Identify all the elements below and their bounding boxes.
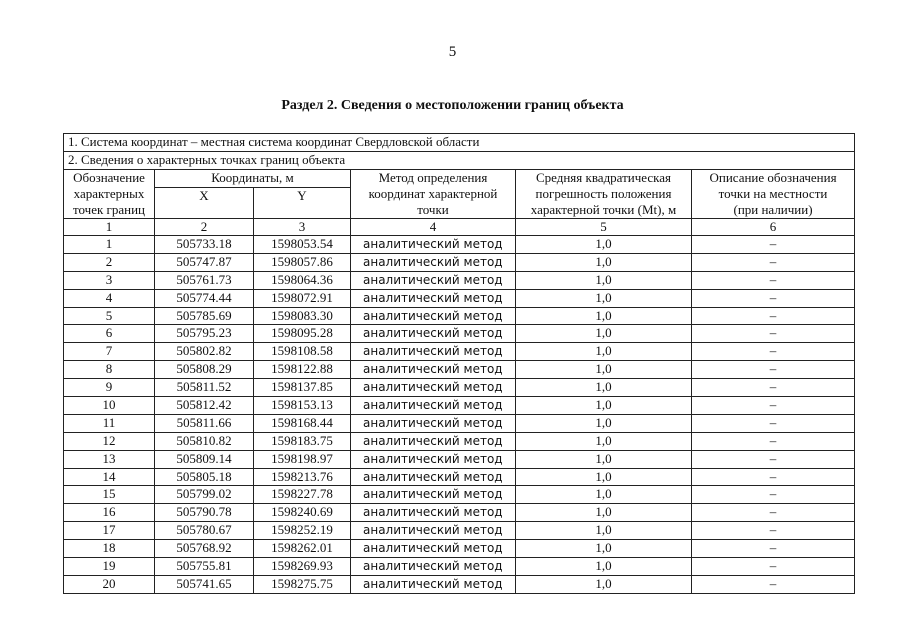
cell-y: 1598275.75: [254, 575, 351, 593]
cell-accuracy: 1,0: [516, 397, 692, 415]
cell-point: 8: [64, 361, 155, 379]
table-row: [64, 540, 855, 558]
cell-accuracy: 1,0: [516, 361, 692, 379]
table-body: [64, 134, 855, 594]
cell-description: –: [692, 236, 855, 254]
header-method: [351, 170, 516, 219]
section-title: Раздел 2. Сведения о местоположении границ объекта: [281, 98, 624, 113]
cell-method: аналитический метод: [351, 558, 516, 576]
cell-accuracy: 1,0: [516, 504, 692, 522]
cell-y: 1598072.91: [254, 289, 351, 307]
cell-description: –: [692, 289, 855, 307]
column-number-row: [64, 219, 855, 236]
cell-accuracy: 1,0: [516, 522, 692, 540]
cell-method: аналитический метод: [351, 343, 516, 361]
header-method-line3: точки: [417, 202, 449, 217]
cell-y: 1598064.36: [254, 271, 351, 289]
cell-point: 18: [64, 540, 155, 558]
cell-y: 1598095.28: [254, 325, 351, 343]
cell-y: 1598137.85: [254, 379, 351, 397]
cell-description: –: [692, 522, 855, 540]
points-info-row: [64, 152, 855, 170]
cell-y: 1598213.76: [254, 468, 351, 486]
cell-x: 505799.02: [155, 486, 254, 504]
coordinate-system-line: 1. Система координат – местная система координат Свердловской области: [64, 134, 855, 152]
cell-point: 12: [64, 432, 155, 450]
cell-method: аналитический метод: [351, 307, 516, 325]
cell-accuracy: 1,0: [516, 486, 692, 504]
cell-description: –: [692, 307, 855, 325]
cell-accuracy: 1,0: [516, 236, 692, 254]
cell-x: 505809.14: [155, 450, 254, 468]
column-number: 4: [351, 219, 516, 236]
cell-x: 505768.92: [155, 540, 254, 558]
cell-x: 505802.82: [155, 343, 254, 361]
header-point-designation: [64, 170, 155, 219]
column-number: 6: [692, 219, 855, 236]
cell-y: 1598057.86: [254, 253, 351, 271]
cell-x: 505808.29: [155, 361, 254, 379]
cell-point: 14: [64, 468, 155, 486]
cell-description: –: [692, 253, 855, 271]
cell-point: 5: [64, 307, 155, 325]
cell-y: 1598227.78: [254, 486, 351, 504]
cell-point: 17: [64, 522, 155, 540]
cell-description: –: [692, 397, 855, 415]
cell-x: 505795.23: [155, 325, 254, 343]
header-row-1: [64, 170, 855, 188]
cell-description: –: [692, 575, 855, 593]
header-point-line3: точек границ: [72, 202, 146, 217]
cell-y: 1598183.75: [254, 432, 351, 450]
cell-description: –: [692, 361, 855, 379]
cell-description: –: [692, 540, 855, 558]
table-row: [64, 414, 855, 432]
cell-x: 505812.42: [155, 397, 254, 415]
header-description-line2: точки на местности: [718, 186, 828, 201]
cell-method: аналитический метод: [351, 486, 516, 504]
table-row: [64, 432, 855, 450]
table-row: [64, 343, 855, 361]
cell-accuracy: 1,0: [516, 575, 692, 593]
header-description: [692, 170, 855, 219]
cell-accuracy: 1,0: [516, 540, 692, 558]
cell-point: 11: [64, 414, 155, 432]
table-row: [64, 307, 855, 325]
cell-method: аналитический метод: [351, 414, 516, 432]
cell-description: –: [692, 450, 855, 468]
cell-x: 505755.81: [155, 558, 254, 576]
cell-x: 505761.73: [155, 271, 254, 289]
cell-x: 505785.69: [155, 307, 254, 325]
cell-y: 1598252.19: [254, 522, 351, 540]
table-row: [64, 253, 855, 271]
cell-description: –: [692, 504, 855, 522]
cell-accuracy: 1,0: [516, 379, 692, 397]
cell-method: аналитический метод: [351, 325, 516, 343]
cell-y: 1598262.01: [254, 540, 351, 558]
cell-description: –: [692, 558, 855, 576]
cell-point: 2: [64, 253, 155, 271]
header-method-line2: координат характерной: [368, 186, 498, 201]
cell-y: 1598108.58: [254, 343, 351, 361]
header-description-line1: Описание обозначения: [709, 170, 837, 185]
cell-method: аналитический метод: [351, 540, 516, 558]
cell-point: 7: [64, 343, 155, 361]
cell-y: 1598083.30: [254, 307, 351, 325]
cell-y: 1598053.54: [254, 236, 351, 254]
cell-point: 6: [64, 325, 155, 343]
header-method-line1: Метод определения: [378, 170, 488, 185]
cell-y: 1598240.69: [254, 504, 351, 522]
column-number: 3: [254, 219, 351, 236]
table-row: [64, 486, 855, 504]
cell-y: 1598122.88: [254, 361, 351, 379]
cell-x: 505733.18: [155, 236, 254, 254]
cell-y: 1598198.97: [254, 450, 351, 468]
cell-accuracy: 1,0: [516, 343, 692, 361]
cell-x: 505774.44: [155, 289, 254, 307]
cell-description: –: [692, 486, 855, 504]
cell-description: –: [692, 468, 855, 486]
cell-method: аналитический метод: [351, 522, 516, 540]
column-number: 2: [155, 219, 254, 236]
header-accuracy-line3: характерной точки (Mt), м: [530, 202, 677, 217]
header-accuracy-line1: Средняя квадратическая: [535, 170, 672, 185]
points-info-line: 2. Сведения о характерных точках границ объекта: [64, 152, 855, 170]
cell-x: 505741.65: [155, 575, 254, 593]
cell-accuracy: 1,0: [516, 253, 692, 271]
cell-point: 3: [64, 271, 155, 289]
cell-method: аналитический метод: [351, 361, 516, 379]
table-row: [64, 522, 855, 540]
table-row: [64, 504, 855, 522]
table-row: [64, 361, 855, 379]
cell-method: аналитический метод: [351, 253, 516, 271]
cell-description: –: [692, 432, 855, 450]
header-accuracy-line2: погрешность положения: [535, 186, 672, 201]
cell-method: аналитический метод: [351, 504, 516, 522]
cell-accuracy: 1,0: [516, 468, 692, 486]
table-row: [64, 450, 855, 468]
table-row: [64, 325, 855, 343]
cell-description: –: [692, 325, 855, 343]
table-row: [64, 468, 855, 486]
cell-x: 505805.18: [155, 468, 254, 486]
cell-description: –: [692, 414, 855, 432]
cell-point: 13: [64, 450, 155, 468]
coordinate-system-row: [64, 134, 855, 152]
cell-x: 505747.87: [155, 253, 254, 271]
cell-point: 20: [64, 575, 155, 593]
cell-y: 1598269.93: [254, 558, 351, 576]
column-number: 1: [64, 219, 155, 236]
cell-accuracy: 1,0: [516, 325, 692, 343]
cell-y: 1598168.44: [254, 414, 351, 432]
table-row: [64, 575, 855, 593]
cell-point: 16: [64, 504, 155, 522]
cell-point: 15: [64, 486, 155, 504]
cell-method: аналитический метод: [351, 468, 516, 486]
cell-x: 505780.67: [155, 522, 254, 540]
header-x: X: [155, 188, 254, 219]
page-number: 5: [448, 44, 457, 60]
cell-method: аналитический метод: [351, 271, 516, 289]
cell-x: 505810.82: [155, 432, 254, 450]
cell-point: 1: [64, 236, 155, 254]
cell-description: –: [692, 271, 855, 289]
header-point-line2: характерных: [73, 186, 145, 201]
table-row: [64, 397, 855, 415]
cell-description: –: [692, 343, 855, 361]
header-point-line1: Обозначение: [73, 170, 145, 185]
cell-method: аналитический метод: [351, 289, 516, 307]
header-description-line3: (при наличии): [733, 202, 813, 217]
header-y: Y: [254, 188, 351, 219]
cell-x: 505811.66: [155, 414, 254, 432]
cell-accuracy: 1,0: [516, 450, 692, 468]
header-coordinates-group: Координаты, м: [155, 170, 351, 188]
cell-accuracy: 1,0: [516, 307, 692, 325]
header-accuracy: [516, 170, 692, 219]
cell-point: 9: [64, 379, 155, 397]
cell-y: 1598153.13: [254, 397, 351, 415]
column-number: 5: [516, 219, 692, 236]
cell-method: аналитический метод: [351, 236, 516, 254]
cell-point: 19: [64, 558, 155, 576]
cell-x: 505790.78: [155, 504, 254, 522]
cell-x: 505811.52: [155, 379, 254, 397]
cell-accuracy: 1,0: [516, 289, 692, 307]
cell-method: аналитический метод: [351, 450, 516, 468]
cell-accuracy: 1,0: [516, 414, 692, 432]
boundary-points-table: [63, 133, 855, 594]
table-row: [64, 236, 855, 254]
table-row: [64, 379, 855, 397]
cell-point: 10: [64, 397, 155, 415]
cell-accuracy: 1,0: [516, 432, 692, 450]
table-row: [64, 271, 855, 289]
cell-method: аналитический метод: [351, 432, 516, 450]
cell-accuracy: 1,0: [516, 558, 692, 576]
table-row: [64, 289, 855, 307]
cell-accuracy: 1,0: [516, 271, 692, 289]
cell-point: 4: [64, 289, 155, 307]
cell-method: аналитический метод: [351, 575, 516, 593]
cell-method: аналитический метод: [351, 397, 516, 415]
cell-method: аналитический метод: [351, 379, 516, 397]
cell-description: –: [692, 379, 855, 397]
table-row: [64, 558, 855, 576]
